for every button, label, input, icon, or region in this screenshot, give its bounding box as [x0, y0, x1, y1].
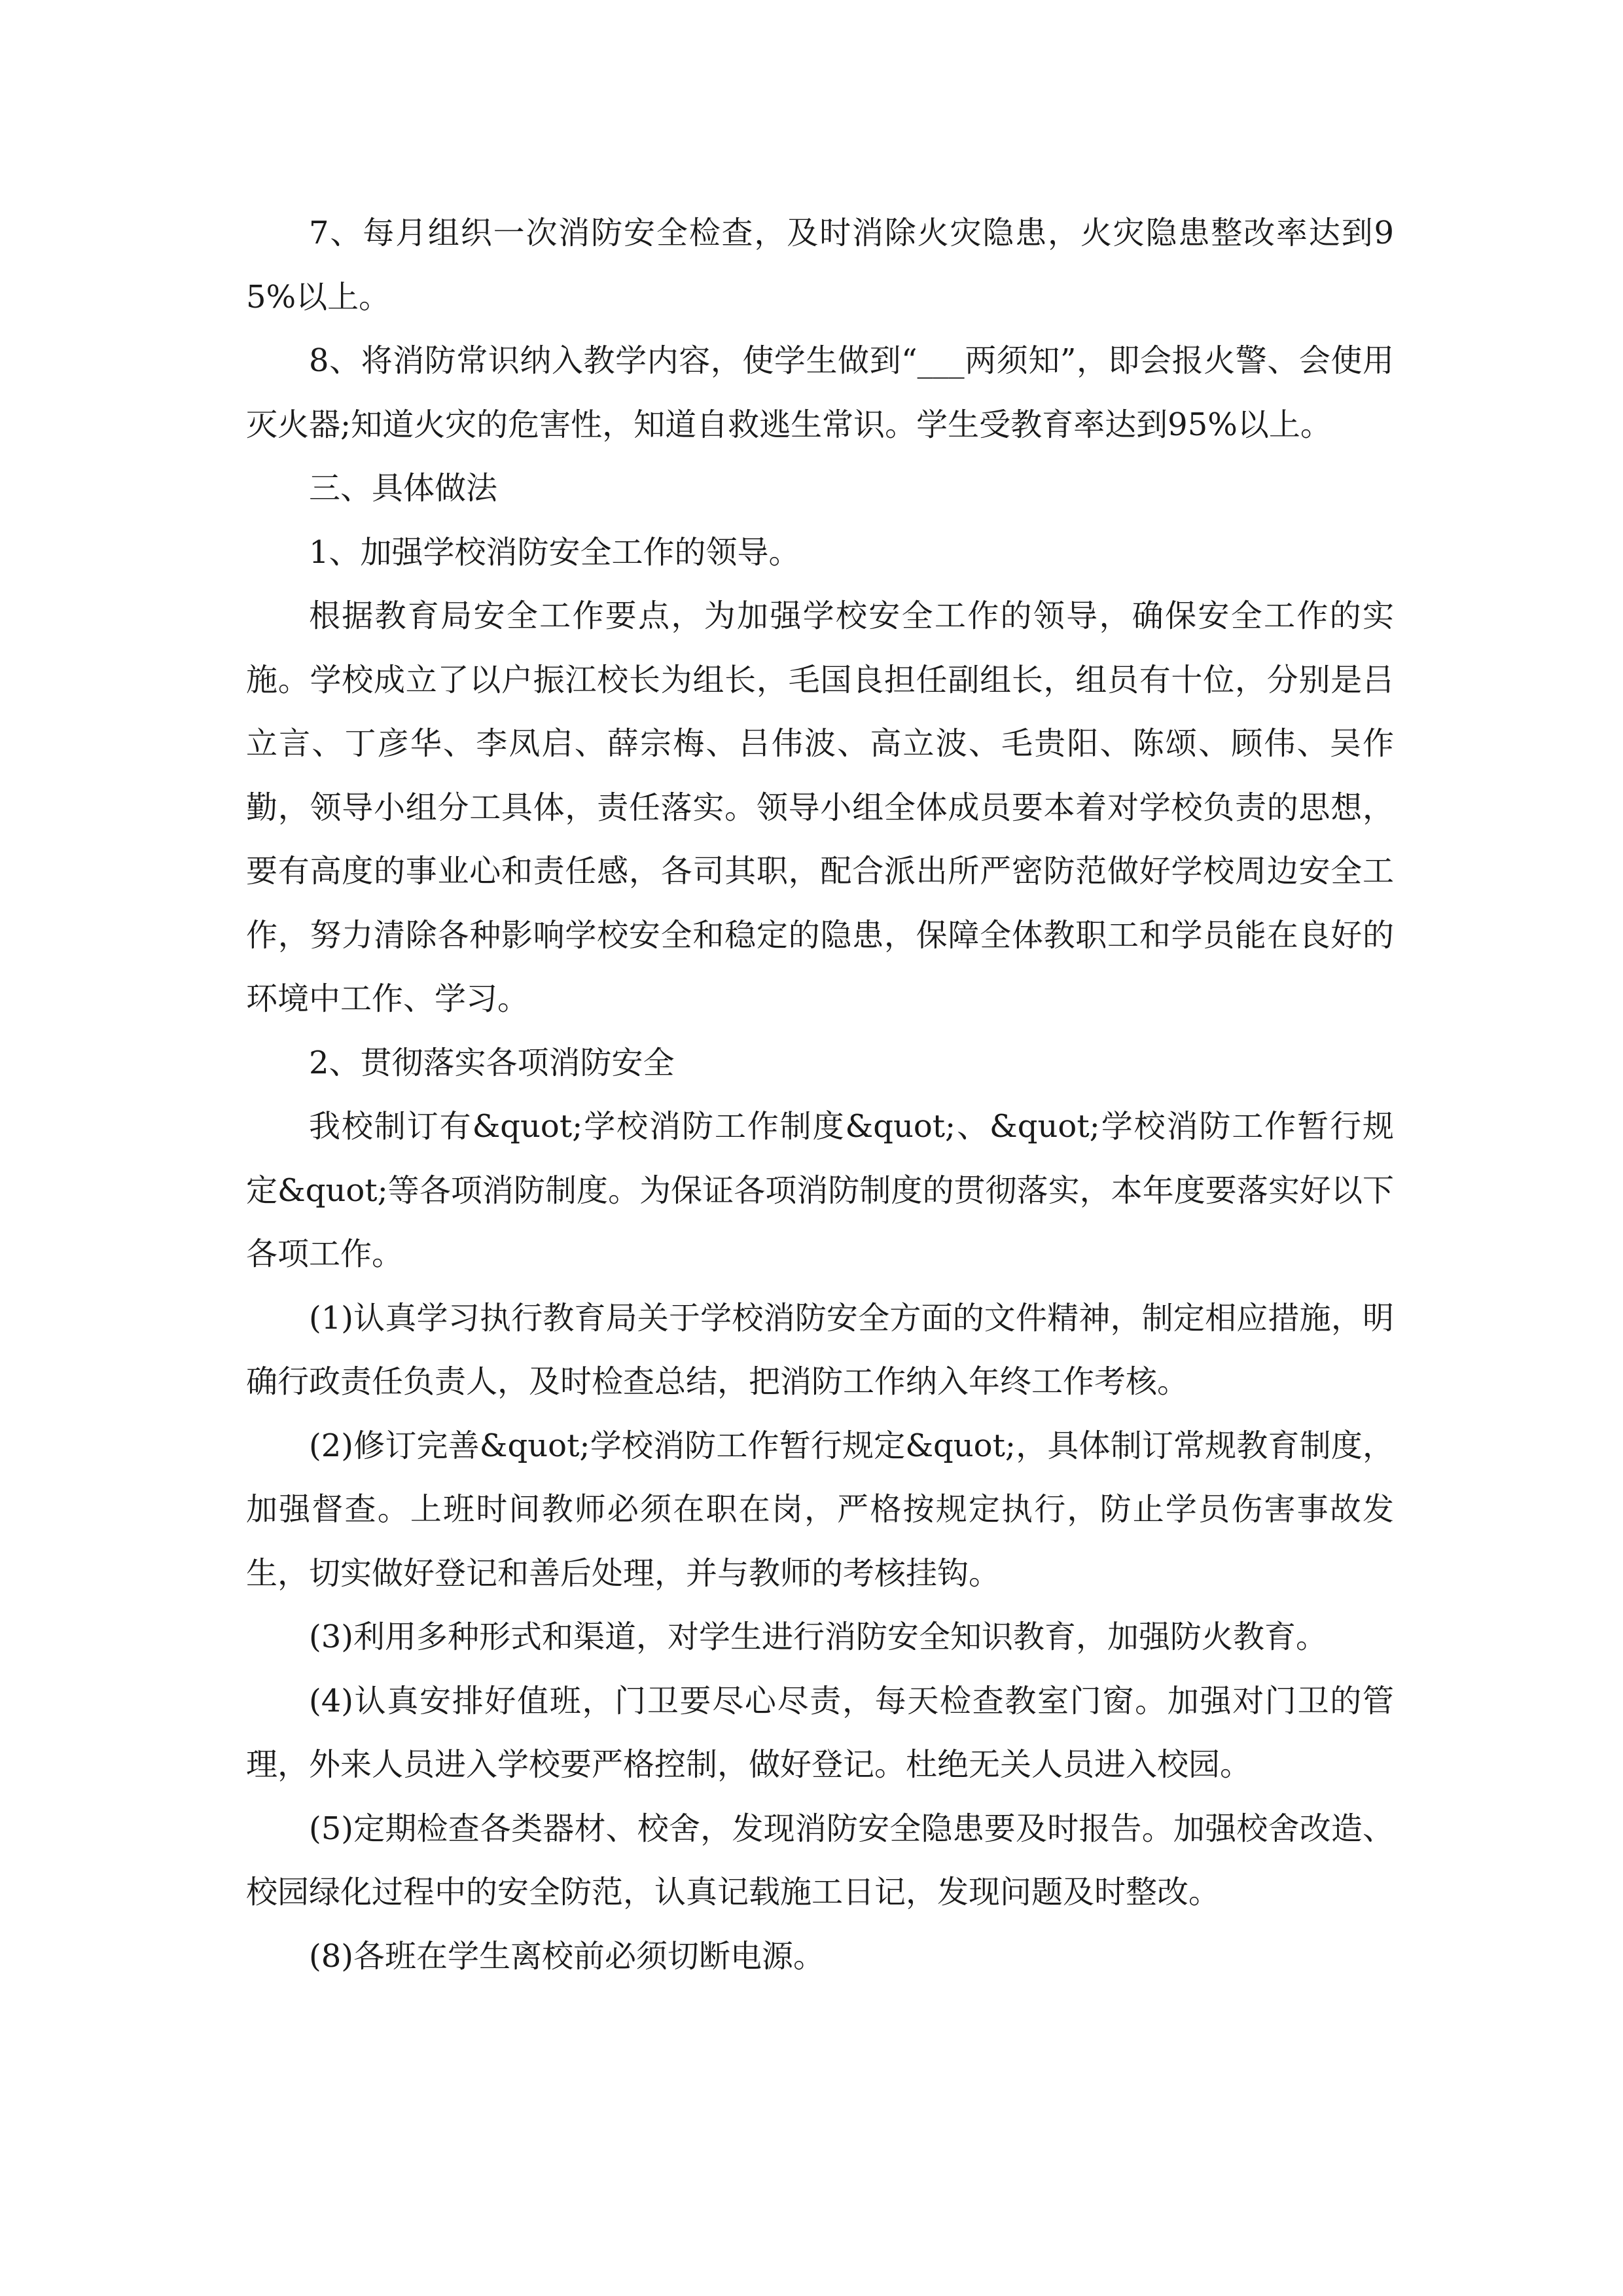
paragraph-measure-8: (8)各班在学生离校前必须切断电源。 — [309, 1937, 825, 1975]
paragraph-measure-1: (1)认真学习执行教育局关于学校消防安全方面的文件精神，制定相应措施，明确行政责任负责人，及时检查总结，把消防工作纳入年终工作考核。 — [246, 1299, 1394, 1400]
paragraph-leadership-group: 根据教育局安全工作要点，为加强学校安全工作的领导，确保安全工作的实施。学校成立了以户振江校长为组长，毛国良担任副组长，组员有十位，分别是吕立言、丁彦华、李凤启、薛宗梅、吕伟波、高立波、毛贵阳、陈颂、顾伟、吴作勤，领导小组分工具体，责任落实。领导小组全体成员要本着对学校负责的思想，要有高度的事业心和责任感，各司其职，配合派出所严密防范做好学校周边安全工作，努力清除各种影响学校安全和稳定的隐患，保障全体教职工和学员能在良好的环境中工作、学习。 — [246, 598, 1394, 1017]
paragraph-fire-regulations: 我校制订有&quot;学校消防工作制度&quot;、&quot;学校消防工作暂行规定&quot;等各项消防制度。为保证各项消防制度的贯彻落实，本年度要落实好以下各项工作。 — [246, 1108, 1394, 1272]
subheading-implementation: 2、贯彻落实各项消防安全 — [309, 1044, 675, 1081]
paragraph-measure-5: (5)定期检查各类器材、校舍，发现消防安全隐患要及时报告。加强校舍改造、校园绿化过程中的安全防范，认真记载施工日记，发现问题及时整改。 — [246, 1810, 1394, 1910]
paragraph-item-8: 8、将消防常识纳入教学内容，使学生做到“___两须知”，即会报火警、会使用灭火器;知道火灾的危害性，知道自救逃生常识。学生受教育率达到95%以上。 — [246, 342, 1394, 443]
paragraph-item-7: 7、每月组织一次消防安全检查，及时消除火灾隐患，火灾隐患整改率达到95%以上。 — [246, 215, 1394, 315]
paragraph-measure-2: (2)修订完善&quot;学校消防工作暂行规定&quot;，具体制订常规教育制度，加强督查。上班时间教师必须在职在岗，严格按规定执行，防止学员伤害事故发生，切实做好登记和善后处理，并与教师的考核挂钩。 — [246, 1427, 1394, 1592]
subheading-leadership: 1、加强学校消防安全工作的领导。 — [309, 533, 800, 571]
paragraph-measure-3: (3)利用多种形式和渠道，对学生进行消防安全知识教育，加强防火教育。 — [309, 1619, 1327, 1655]
paragraph-measure-4: (4)认真安排好值班，门卫要尽心尽责，每天检查教室门窗。加强对门卫的管理，外来人员进入学校要严格控制，做好登记。杜绝无关人员进入校园。 — [246, 1682, 1394, 1783]
section-heading-specific-methods: 三、具体做法 — [309, 470, 498, 507]
